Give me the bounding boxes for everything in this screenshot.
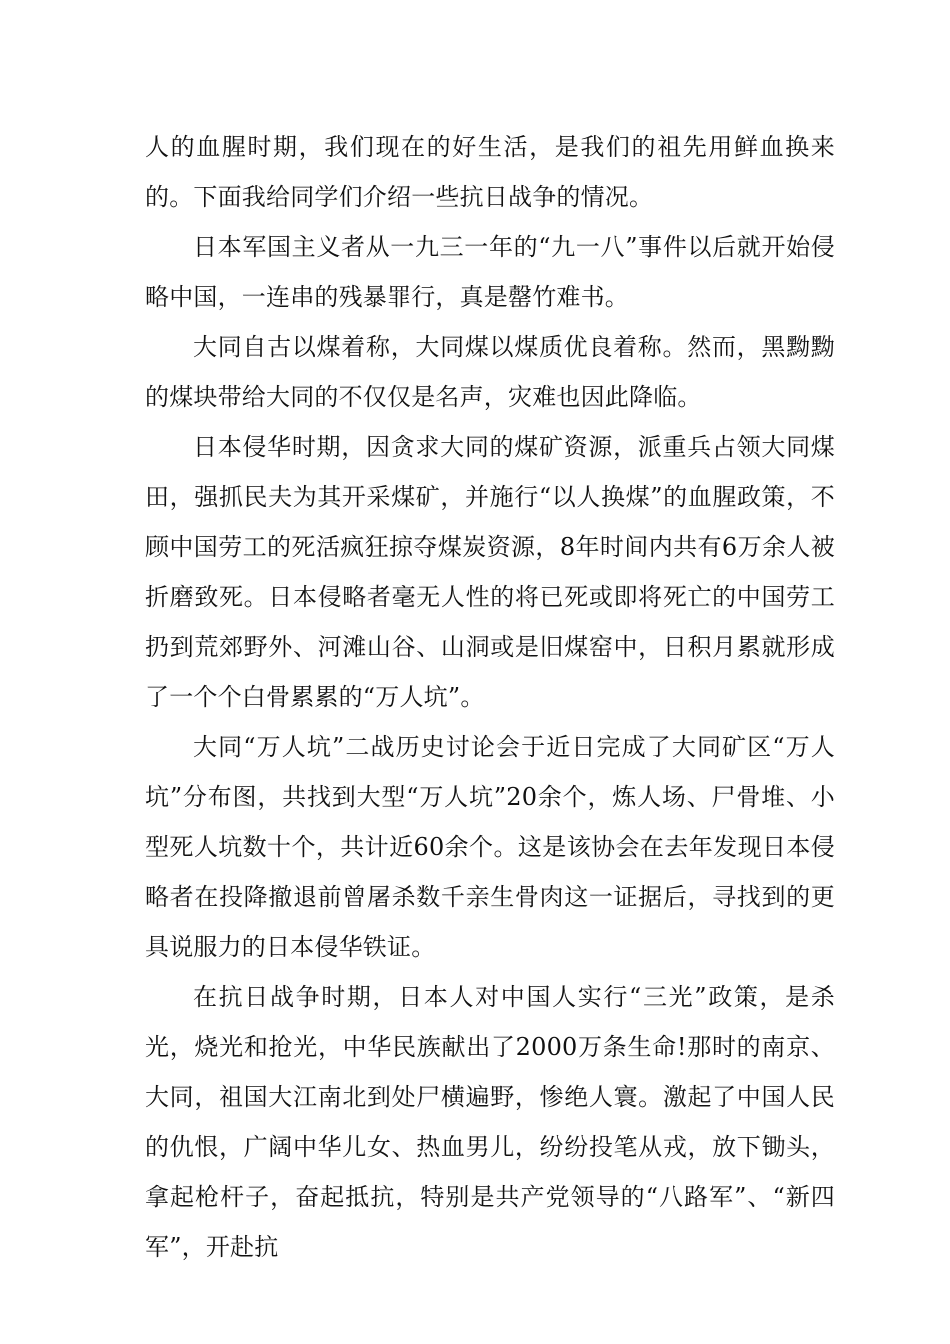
paragraph-6: 在抗日战争时期，日本人对中国人实行“三光”政策，是杀光，烧光和抢光，中华民族献出了2000万条生命!那时的南京、大同，祖国大江南北到处尸横遍野，惨绝人寰。激起了中国人民的仇恨，广阔中华儿女、热血男儿，纷纷投笔从戎，放下锄头，拿起枪杆子，奋起抵抗，特别是共产党领导的“八路军”、“新四军”，开赴抗 — [145, 983, 835, 1261]
paragraph-3: 大同自古以煤着称，大同煤以煤质优良着称。然而，黑黝黝的煤块带给大同的不仅仅是名声，灾难也因此降临。 — [145, 333, 835, 411]
paragraph-5: 大同“万人坑”二战历史讨论会于近日完成了大同矿区“万人坑”分布图，共找到大型“万人坑”20余个，炼人场、尸骨堆、小型死人坑数十个，共计近60余个。这是该协会在去年发现日本侵略者在投降撤退前曾屠杀数千亲生骨肉这一证据后，寻找到的更具说服力的日本侵华铁证。 — [145, 733, 835, 961]
document-body — [145, 122, 835, 1272]
paragraph-1: 人的血腥时期，我们现在的好生活，是我们的祖先用鲜血换来的。下面我给同学们介绍一些抗日战争的情况。 — [145, 133, 835, 211]
paragraph-4: 日本侵华时期，因贪求大同的煤矿资源，派重兵占领大同煤田，强抓民夫为其开采煤矿，并施行“以人换煤”的血腥政策，不顾中国劳工的死活疯狂掠夺煤炭资源，8年时间内共有6万余人被折磨致死。日本侵略者毫无人性的将已死或即将死亡的中国劳工扔到荒郊野外、河滩山谷、山洞或是旧煤窑中，日积月累就形成了一个个白骨累累的“万人坑”。 — [145, 433, 835, 711]
paragraph-2: 日本军国主义者从一九三一年的“九一八”事件以后就开始侵略中国，一连串的残暴罪行，真是罄竹难书。 — [145, 233, 835, 311]
